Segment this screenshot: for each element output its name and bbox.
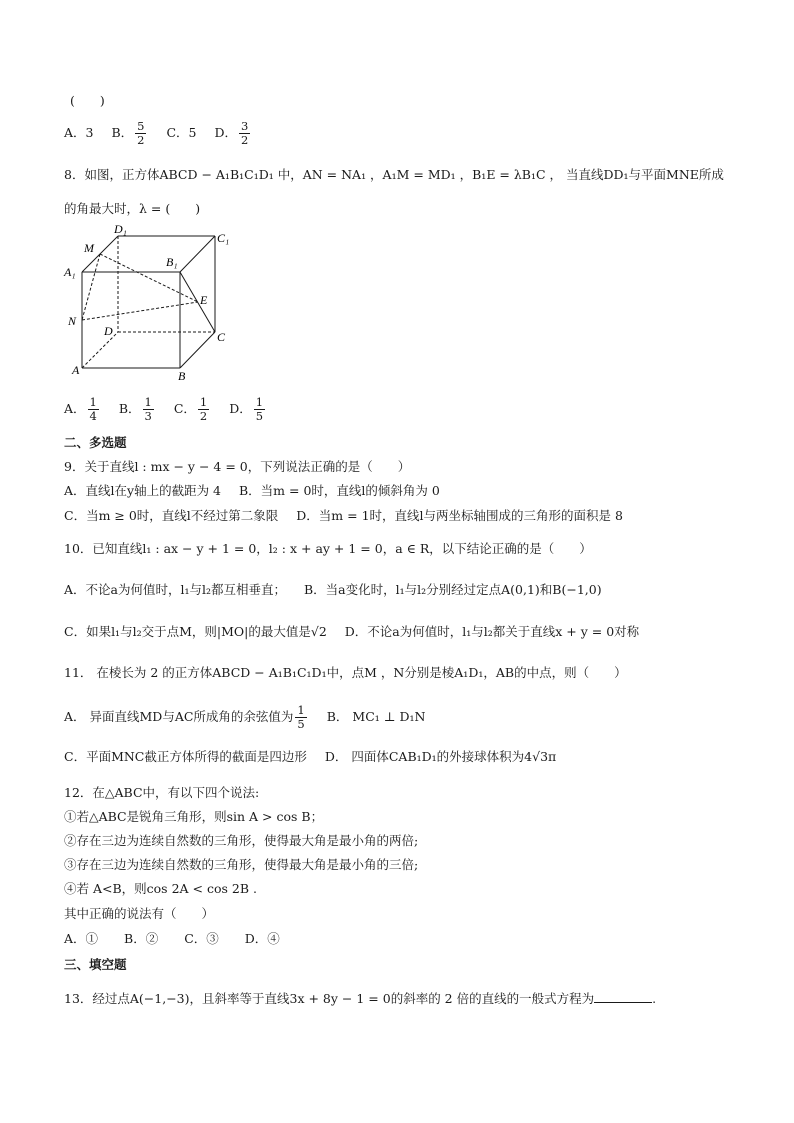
q11-option-c: C．平面MNC截正方体所得的截面是四边形 bbox=[64, 749, 307, 764]
q8-option-a: A． $\frac{1}{4}$ bbox=[64, 395, 97, 423]
q12-option-d: D．④ bbox=[244, 931, 280, 946]
label-c1: C₁ bbox=[217, 231, 230, 245]
q9-options-ab bbox=[64, 482, 440, 500]
label-d1: D₁ bbox=[114, 222, 127, 236]
q9-options-cd bbox=[64, 507, 623, 525]
q12-stem: 12．在△ABC中，有以下四个说法: bbox=[64, 785, 260, 800]
label-a1: A₁ bbox=[64, 265, 76, 279]
cube-figure bbox=[62, 222, 252, 382]
q7-options bbox=[64, 120, 252, 147]
segment-m-n bbox=[82, 254, 100, 320]
label-e: E bbox=[200, 293, 208, 307]
q10-option-c: C．如果l₁与l₂交于点M，则|MO|的最大值是√2 bbox=[64, 624, 327, 639]
q8-options bbox=[64, 396, 267, 423]
q8-option-c: C． $\frac{1}{2}$ bbox=[173, 395, 208, 423]
q12-statement-2: ②存在三边为连续自然数的三角形，使得最大角是最小角的两倍; bbox=[64, 833, 419, 848]
q8-option-d: D． $\frac{1}{5}$ bbox=[229, 395, 264, 423]
section-heading-multi-choice: 二、多选题 bbox=[64, 435, 127, 450]
q11-option-b: B． MC₁ ⊥ D₁N bbox=[326, 709, 426, 724]
edge-b-c bbox=[180, 332, 215, 368]
q11-option-a: A． 异面直线MD与AC所成角的余弦值为 $\frac{1}{5}$ bbox=[64, 703, 305, 731]
section-heading-fill-blank: 三、填空题 bbox=[64, 957, 127, 972]
q7-option-c: C．5 bbox=[166, 125, 197, 140]
q11-stem: 11． 在棱长为 2 的正方体ABCD − A₁B₁C₁D₁中，点M ，N分别是棱A₁D₁，AB的中点，则（ ） bbox=[64, 665, 627, 680]
q11-options-ab bbox=[64, 704, 425, 731]
q13-stem: 13．经过点A(−1,−3)，且斜率等于直线3x + 8y − 1 = 0的斜率的 2 倍的直线的一般式方程为 . bbox=[64, 991, 657, 1006]
label-n: N bbox=[68, 314, 77, 328]
q7-option-b: B． $\frac{5}{2}$ bbox=[111, 119, 145, 147]
q7-paren: ( ) bbox=[70, 93, 105, 108]
label-d: D bbox=[104, 324, 113, 338]
q9-stem: 9．关于直线l : mx − y − 4 = 0，下列说法正确的是（ ） bbox=[64, 459, 411, 474]
q9-option-c: C．当m ≥ 0时，直线l不经过第二象限 bbox=[64, 508, 279, 523]
q8-stem-line2: 的角最大时，λ = ( ) bbox=[64, 201, 201, 216]
q9-option-b: B．当m = 0时，直线l的倾斜角为 0 bbox=[239, 483, 440, 498]
q12-option-c: C．③ bbox=[184, 931, 219, 946]
q12-option-a: A．① bbox=[64, 931, 99, 946]
q12-statement-4: ④若 A<B，则cos 2A < cos 2B . bbox=[64, 881, 257, 896]
q7-option-a: A．3 bbox=[64, 125, 94, 140]
q9-option-a: A．直线l在y轴上的截距为 4 bbox=[64, 483, 222, 498]
q10-option-d: D．不论a为何值时，l₁与l₂都关于直线x + y = 0对称 bbox=[344, 624, 640, 639]
q10-option-a: A．不论a为何值时，l₁与l₂都互相垂直； bbox=[64, 582, 286, 597]
label-c: C bbox=[217, 330, 226, 344]
q7-option-d: D． $\frac{3}{2}$ bbox=[214, 119, 249, 147]
q10-option-b: B．当a变化时，l₁与l₂分别经过定点A(0,1)和B(−1,0) bbox=[303, 582, 602, 597]
q11-option-d: D． 四面体CAB₁D₁的外接球体积为4√3π bbox=[324, 749, 557, 764]
q12-option-b: B．② bbox=[124, 931, 159, 946]
q12-statement-1: ①若△ABC是锐角三角形，则sin A > cos B； bbox=[64, 809, 324, 824]
q10-stem: 10．已知直线l₁ : ax − y + 1 = 0，l₂ : x + ay + 1 = 0，a ∈ R，以下结论正确的是（ ） bbox=[64, 541, 592, 556]
q10-options-ab bbox=[64, 581, 602, 599]
label-b1: B₁ bbox=[166, 255, 178, 269]
segment-n-e bbox=[82, 302, 198, 320]
label-m: M bbox=[84, 241, 94, 255]
q12-options bbox=[64, 930, 280, 948]
label-a: A bbox=[72, 363, 80, 377]
q8-stem-line1: 8．如图，正方体ABCD − A₁B₁C₁D₁ 中，AN = NA₁ ，A₁M = MD₁ ，B₁E = λB₁C ， 当直线DD₁与平面MNE所成 bbox=[64, 167, 724, 182]
q11-options-cd bbox=[64, 748, 556, 766]
q9-option-d: D．当m = 1时，直线l与两坐标轴围成的三角形的面积是 8 bbox=[296, 508, 623, 523]
q10-options-cd bbox=[64, 623, 639, 641]
q12-statement-3: ③存在三边为连续自然数的三角形，使得最大角是最小角的三倍; bbox=[64, 857, 419, 872]
q13-answer-blank[interactable] bbox=[594, 990, 652, 1003]
edge-b1-c1 bbox=[180, 236, 215, 272]
q12-ask: 其中正确的说法有（ ） bbox=[64, 906, 215, 921]
label-b: B bbox=[178, 369, 186, 382]
q8-option-b: B． $\frac{1}{3}$ bbox=[118, 395, 152, 423]
